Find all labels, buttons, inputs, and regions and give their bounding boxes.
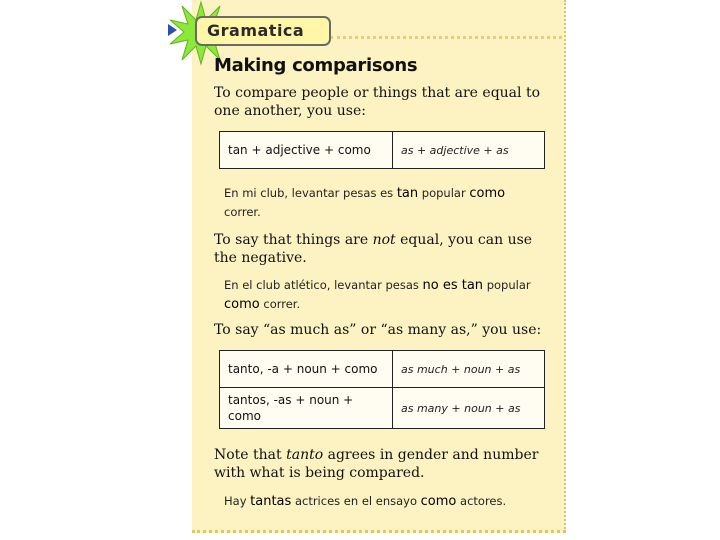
table-row (220, 351, 545, 388)
page-title: Making comparisons (214, 55, 418, 76)
table-cell-spanish: tan + adjective + como (220, 132, 393, 169)
agreement-note: Note that tanto agrees in gender and number with what is being compared. (214, 447, 539, 481)
dotted-border (330, 36, 562, 39)
quantity-table (219, 350, 545, 429)
table-cell-english: as + adjective + as (393, 132, 545, 169)
table-row (220, 132, 545, 169)
equal-intro: To compare people or things that are equal to one another, you use: (214, 85, 540, 119)
table-row (220, 388, 545, 429)
example-sentence-1: En mi club, levantar pesas es tan popular como correr. (224, 186, 506, 219)
table-cell-spanish: tantos, -as + noun + como (220, 388, 393, 429)
example-sentence-2: En el club atlético, levantar pesas no es tan popular como correr. (224, 278, 531, 312)
quantity-intro: To say “as much as” or “as many as,” you use: (214, 322, 542, 338)
arrow-icon (168, 24, 177, 36)
table-cell-spanish: tanto, -a + noun + como (220, 351, 393, 388)
negative-intro: To say that things are not equal, you can use the negative. (214, 232, 533, 266)
section-tab: Gramatica (195, 16, 331, 46)
table-cell-english: as much + noun + as (393, 351, 545, 388)
table-cell-english: as many + noun + as (393, 388, 545, 429)
equal-table (219, 131, 545, 169)
example-sentence-3: Hay tantas actrices en el ensayo como actores. (224, 494, 507, 509)
